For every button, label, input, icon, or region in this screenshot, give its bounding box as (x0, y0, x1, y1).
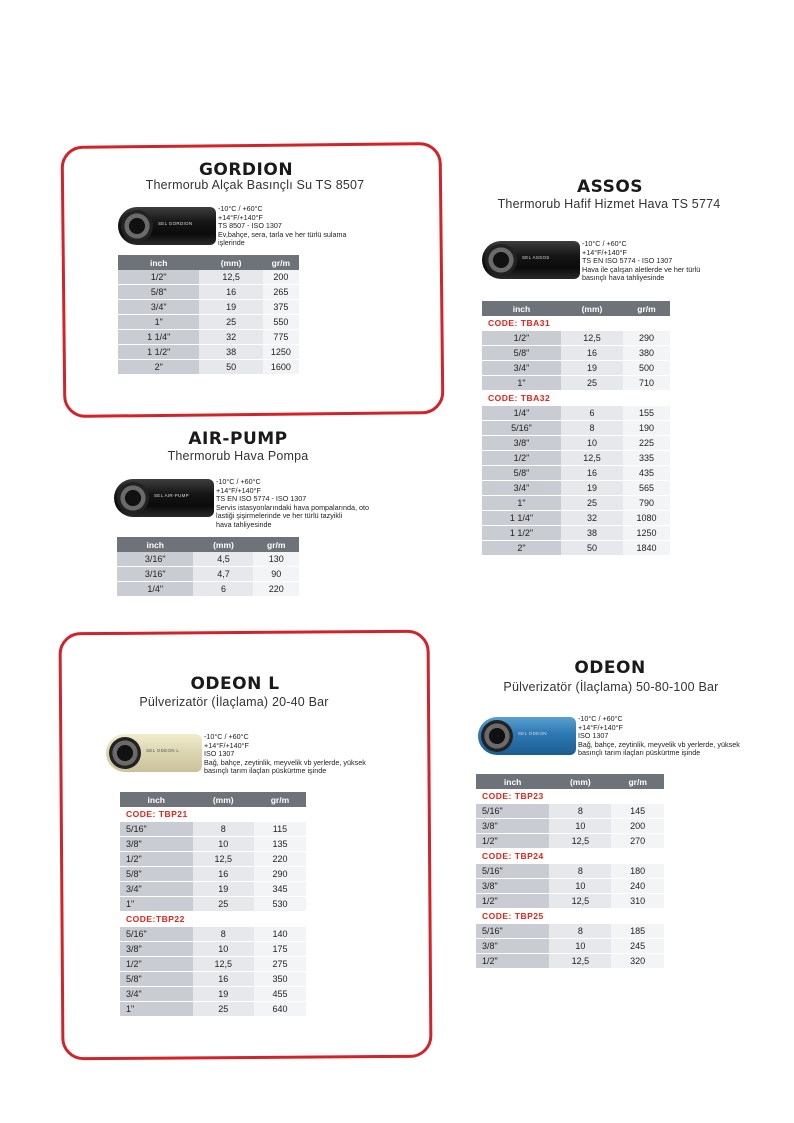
table-row (120, 987, 306, 1002)
table-row (476, 924, 664, 939)
table-row (482, 526, 670, 541)
product-subtitle: Thermorub Hava Pompa (167, 449, 309, 463)
table-header-row (117, 537, 299, 552)
table-cell: 130 (253, 552, 299, 567)
hose-image (482, 241, 580, 279)
table-cell: 1/2" (476, 954, 549, 969)
table-cell: 175 (254, 942, 306, 957)
column-header: inch (120, 792, 193, 807)
table-row (476, 954, 664, 969)
table-cell: 1/2" (120, 852, 193, 867)
table-cell: 3/4" (482, 361, 561, 376)
table-cell: 1/2" (118, 270, 199, 285)
table-row (120, 837, 306, 852)
column-header: inch (118, 255, 199, 270)
table-cell: 200 (611, 819, 664, 834)
table-cell: 10 (549, 939, 611, 954)
product-code-row (476, 789, 664, 804)
table-cell: 3/8" (476, 939, 549, 954)
spec-line: +14°F/+140°F (216, 485, 261, 495)
table-row (476, 864, 664, 879)
spec-line: -10°C / +60°C (582, 239, 627, 248)
table-cell: 25 (561, 376, 623, 391)
table-row (120, 822, 306, 837)
product-code: CODE: TBP24 (476, 849, 664, 864)
table-cell: 1/4" (482, 406, 561, 421)
table-cell: 19 (193, 882, 254, 897)
column-header: (mm) (199, 255, 262, 270)
table-cell: 3/4" (120, 987, 193, 1002)
table-cell: 3/4" (120, 882, 193, 897)
table-cell: 19 (561, 481, 623, 496)
table-cell: 5/8" (120, 972, 193, 987)
table-cell: 320 (611, 954, 664, 969)
column-header: gr/m (263, 255, 299, 270)
table-cell: 16 (193, 972, 254, 987)
table-cell: 10 (561, 436, 623, 451)
table-cell: 8 (193, 927, 254, 942)
table-cell: 3/4" (118, 300, 199, 315)
table-row (482, 496, 670, 511)
table-cell: 1250 (263, 345, 299, 360)
table-cell: 1/2" (476, 894, 549, 909)
table-header-row (120, 792, 306, 807)
spec-line: TS EN ISO 5774 - ISO 1307 (216, 494, 307, 504)
table-row (120, 1002, 306, 1017)
table-cell: 1" (118, 315, 199, 330)
hose-image (118, 207, 216, 245)
table-cell: 10 (193, 942, 254, 957)
table-row (118, 315, 299, 330)
table-cell: 2" (482, 541, 561, 556)
product-subtitle: Pülverizatör (İlaçlama) 50-80-100 Bar (503, 680, 719, 694)
table-row (476, 939, 664, 954)
spec-line: -10°C / +60°C (204, 732, 249, 741)
table-cell: 290 (623, 331, 670, 346)
table-cell: 290 (254, 867, 306, 882)
table-cell: 16 (561, 346, 623, 361)
table-row (120, 957, 306, 972)
table-cell: 5/16" (476, 924, 549, 939)
table-cell: 12,5 (193, 852, 254, 867)
column-header: gr/m (623, 301, 670, 316)
table-cell: 275 (254, 957, 306, 972)
product-code: CODE: TBA32 (482, 391, 670, 406)
table-row (482, 331, 670, 346)
table-row (118, 270, 299, 285)
table-cell: 38 (561, 526, 623, 541)
table-row (120, 867, 306, 882)
column-header: gr/m (611, 774, 664, 789)
table-header-row (476, 774, 664, 789)
column-header: inch (476, 774, 549, 789)
product-specs (216, 478, 369, 530)
table-cell: 90 (253, 567, 299, 582)
spec-line: +14°F/+140°F (582, 247, 627, 257)
table-cell: 155 (623, 406, 670, 421)
spec-line: ISO 1307 (204, 749, 235, 759)
table-cell: 12,5 (549, 954, 611, 969)
table-row (482, 436, 670, 451)
table-cell: 135 (254, 837, 306, 852)
product-specs (578, 715, 740, 758)
table-cell: 115 (254, 822, 306, 837)
spec-line: basınçlı hava tahliyesinde (582, 273, 665, 283)
table-cell: 32 (561, 511, 623, 526)
table-header-row (118, 255, 299, 270)
table-cell: 5/8" (118, 285, 199, 300)
spec-line: basınçlı tarım ilaçları püskürtme işinde (578, 748, 701, 758)
table-cell: 1600 (263, 360, 299, 375)
table-cell: 25 (561, 496, 623, 511)
product-title: GORDION (198, 160, 294, 180)
table-cell: 38 (199, 345, 262, 360)
table-cell: 270 (611, 834, 664, 849)
table-cell: 8 (549, 924, 611, 939)
table-cell: 8 (549, 804, 611, 819)
table-cell: 335 (623, 451, 670, 466)
table-cell: 1" (120, 897, 193, 912)
table-cell: 3/8" (476, 879, 549, 894)
product-code-row (120, 807, 306, 822)
hose-label: SEL ASSOS (522, 255, 550, 260)
table-cell: 1 1/4" (118, 330, 199, 345)
table-cell: 5/8" (482, 466, 561, 481)
table-cell: 220 (253, 582, 299, 597)
table-cell: 1840 (623, 541, 670, 556)
table-cell: 185 (611, 924, 664, 939)
table-cell: 5/16" (476, 804, 549, 819)
table-cell: 1 1/2" (118, 345, 199, 360)
product-code: CODE: TBP25 (476, 909, 664, 924)
table-row (482, 481, 670, 496)
spec-line: hava tahliyesinde (216, 519, 272, 529)
table-row (118, 345, 299, 360)
spec-line: işlerinde (218, 238, 245, 248)
table-row (482, 466, 670, 481)
table-cell: 3/8" (482, 436, 561, 451)
table-cell: 6 (561, 406, 623, 421)
table-row (476, 834, 664, 849)
spec-line: +14°F/+140°F (204, 740, 249, 750)
column-header: gr/m (253, 537, 299, 552)
table-cell: 380 (623, 346, 670, 361)
product-code-row (120, 912, 306, 927)
hose-label: SEL ODEON L (146, 748, 180, 753)
table-cell: 12,5 (561, 331, 623, 346)
column-header: (mm) (561, 301, 623, 316)
spec-line: Bağ, bahçe, zeytinlik, meyvelik vb yerlerde, yüksek (578, 739, 740, 749)
product-subtitle: Pülverizatör (İlaçlama) 20-40 Bar (139, 695, 329, 709)
table-cell: 530 (254, 897, 306, 912)
spec-line: lastiği şişirmelerinde ve her türlü tazyikli (216, 511, 343, 521)
table-row (120, 897, 306, 912)
table-cell: 5/8" (482, 346, 561, 361)
table-cell: 12,5 (561, 451, 623, 466)
table-cell: 3/8" (120, 942, 193, 957)
spec-line: -10°C / +60°C (578, 714, 623, 723)
table-cell: 1 1/4" (482, 511, 561, 526)
table-row (120, 882, 306, 897)
table-cell: 245 (611, 939, 664, 954)
column-header: inch (482, 301, 561, 316)
table-cell: 25 (193, 897, 254, 912)
table-row (482, 406, 670, 421)
column-header: (mm) (549, 774, 611, 789)
table-cell: 200 (263, 270, 299, 285)
hose-label: SEL GORDION (158, 221, 193, 226)
table-row (482, 346, 670, 361)
table-row (118, 300, 299, 315)
table-row (476, 879, 664, 894)
table-cell: 775 (263, 330, 299, 345)
spec-table (482, 301, 670, 556)
table-cell: 790 (623, 496, 670, 511)
product-specs (218, 205, 347, 248)
table-cell: 435 (623, 466, 670, 481)
product-code-row (476, 909, 664, 924)
table-cell: 1/2" (482, 331, 561, 346)
table-row (482, 421, 670, 436)
table-cell: 225 (623, 436, 670, 451)
table-row (117, 552, 299, 567)
spec-line: -10°C / +60°C (216, 477, 261, 486)
table-cell: 25 (199, 315, 262, 330)
table-row (117, 567, 299, 582)
product-title: ODEON (574, 658, 646, 678)
table-cell: 8 (549, 864, 611, 879)
table-cell: 6 (193, 582, 253, 597)
spec-table (120, 792, 306, 1017)
table-cell: 12,5 (549, 894, 611, 909)
table-cell: 50 (561, 541, 623, 556)
table-cell: 640 (254, 1002, 306, 1017)
table-cell: 5/16" (482, 421, 561, 436)
table-cell: 240 (611, 879, 664, 894)
table-cell: 1250 (623, 526, 670, 541)
spec-line: Hava ile çalışan aletlerde ve her türlü (582, 264, 701, 274)
table-cell: 455 (254, 987, 306, 1002)
table-cell: 16 (199, 285, 262, 300)
column-header: (mm) (193, 537, 253, 552)
table-cell: 3/8" (476, 819, 549, 834)
spec-table (476, 774, 664, 969)
product-code: CODE:TBP22 (120, 912, 306, 927)
product-code-row (476, 849, 664, 864)
table-cell: 19 (561, 361, 623, 376)
table-row (482, 451, 670, 466)
table-cell: 350 (254, 972, 306, 987)
table-cell: 4,7 (193, 567, 253, 582)
table-cell: 5/16" (120, 822, 193, 837)
product-code: CODE: TBP21 (120, 807, 306, 822)
table-row (118, 285, 299, 300)
table-cell: 180 (611, 864, 664, 879)
table-cell: 265 (263, 285, 299, 300)
table-row (482, 511, 670, 526)
table-cell: 12,5 (549, 834, 611, 849)
table-row (120, 927, 306, 942)
table-row (118, 330, 299, 345)
table-cell: 140 (254, 927, 306, 942)
spec-line: basınçlı tarım ilaçları püskürtme işinde (204, 766, 327, 776)
hose-image (114, 479, 214, 517)
table-cell: 16 (193, 867, 254, 882)
spec-line: -10°C / +60°C (218, 204, 263, 213)
table-cell: 5/8" (120, 867, 193, 882)
table-cell: 1" (120, 1002, 193, 1017)
spec-line: TS EN ISO 5774 - ISO 1307 (582, 256, 673, 266)
hose-label: SEL AIR-PUMP (154, 493, 189, 498)
table-cell: 1/2" (482, 451, 561, 466)
table-cell: 3/16" (117, 567, 193, 582)
table-row (118, 360, 299, 375)
spec-table (117, 537, 299, 597)
product-specs (204, 733, 366, 776)
column-header: gr/m (254, 792, 306, 807)
table-row (482, 361, 670, 376)
table-cell: 550 (263, 315, 299, 330)
table-cell: 3/16" (117, 552, 193, 567)
column-header: (mm) (193, 792, 254, 807)
table-cell: 32 (199, 330, 262, 345)
product-code: CODE: TBA31 (482, 316, 670, 331)
product-code-row (482, 391, 670, 406)
table-row (476, 894, 664, 909)
product-subtitle: Thermorub Alçak Basınçlı Su TS 8507 (145, 178, 365, 192)
product-title: ODEON L (190, 674, 280, 694)
table-cell: 10 (193, 837, 254, 852)
table-cell: 10 (549, 819, 611, 834)
product-code: CODE: TBP23 (476, 789, 664, 804)
table-cell: 220 (254, 852, 306, 867)
table-cell: 1/4" (117, 582, 193, 597)
table-cell: 5/16" (120, 927, 193, 942)
table-cell: 375 (263, 300, 299, 315)
spec-line: +14°F/+140°F (578, 722, 623, 732)
spec-line: Ev,bahçe, sera, tarla ve her türlü sulama (218, 229, 347, 239)
table-cell: 345 (254, 882, 306, 897)
table-cell: 1/2" (120, 957, 193, 972)
table-cell: 190 (623, 421, 670, 436)
column-header: inch (117, 537, 193, 552)
table-cell: 1 1/2" (482, 526, 561, 541)
table-row (117, 582, 299, 597)
table-row (120, 942, 306, 957)
table-cell: 1080 (623, 511, 670, 526)
table-cell: 12,5 (199, 270, 262, 285)
hose-image (106, 734, 202, 772)
table-cell: 25 (193, 1002, 254, 1017)
table-cell: 145 (611, 804, 664, 819)
spec-line: Bağ, bahçe, zeytinlik, meyvelik vb yerlerde, yüksek (204, 757, 366, 767)
table-cell: 5/16" (476, 864, 549, 879)
table-row (120, 972, 306, 987)
table-cell: 19 (193, 987, 254, 1002)
table-cell: 3/8" (120, 837, 193, 852)
table-cell: 8 (193, 822, 254, 837)
table-cell: 565 (623, 481, 670, 496)
spec-line: +14°F/+140°F (218, 212, 263, 222)
product-subtitle: Thermorub Hafif Hizmet Hava TS 5774 (497, 197, 721, 211)
table-cell: 710 (623, 376, 670, 391)
product-title: AIR-PUMP (188, 429, 288, 449)
table-cell: 16 (561, 466, 623, 481)
table-cell: 500 (623, 361, 670, 376)
table-cell: 1" (482, 496, 561, 511)
table-cell: 4,5 (193, 552, 253, 567)
table-header-row (482, 301, 670, 316)
table-row (482, 376, 670, 391)
table-cell: 1/2" (476, 834, 549, 849)
table-row (482, 541, 670, 556)
spec-line: ISO 1307 (578, 731, 609, 741)
spec-line: Servis istasyonlarındaki hava pompalarında, oto (216, 502, 370, 512)
table-cell: 12,5 (193, 957, 254, 972)
product-code-row (482, 316, 670, 331)
table-cell: 50 (199, 360, 262, 375)
table-cell: 8 (561, 421, 623, 436)
product-specs (582, 240, 700, 283)
product-title: ASSOS (576, 177, 644, 197)
table-cell: 1" (482, 376, 561, 391)
table-cell: 19 (199, 300, 262, 315)
hose-label: SEL ODEON (518, 731, 547, 736)
table-row (476, 804, 664, 819)
table-cell: 3/4" (482, 481, 561, 496)
hose-image (478, 717, 576, 755)
table-row (476, 819, 664, 834)
table-cell: 10 (549, 879, 611, 894)
table-cell: 2" (118, 360, 199, 375)
spec-line: TS 8507 - ISO 1307 (218, 221, 282, 231)
table-row (120, 852, 306, 867)
spec-table (118, 255, 299, 375)
table-cell: 310 (611, 894, 664, 909)
